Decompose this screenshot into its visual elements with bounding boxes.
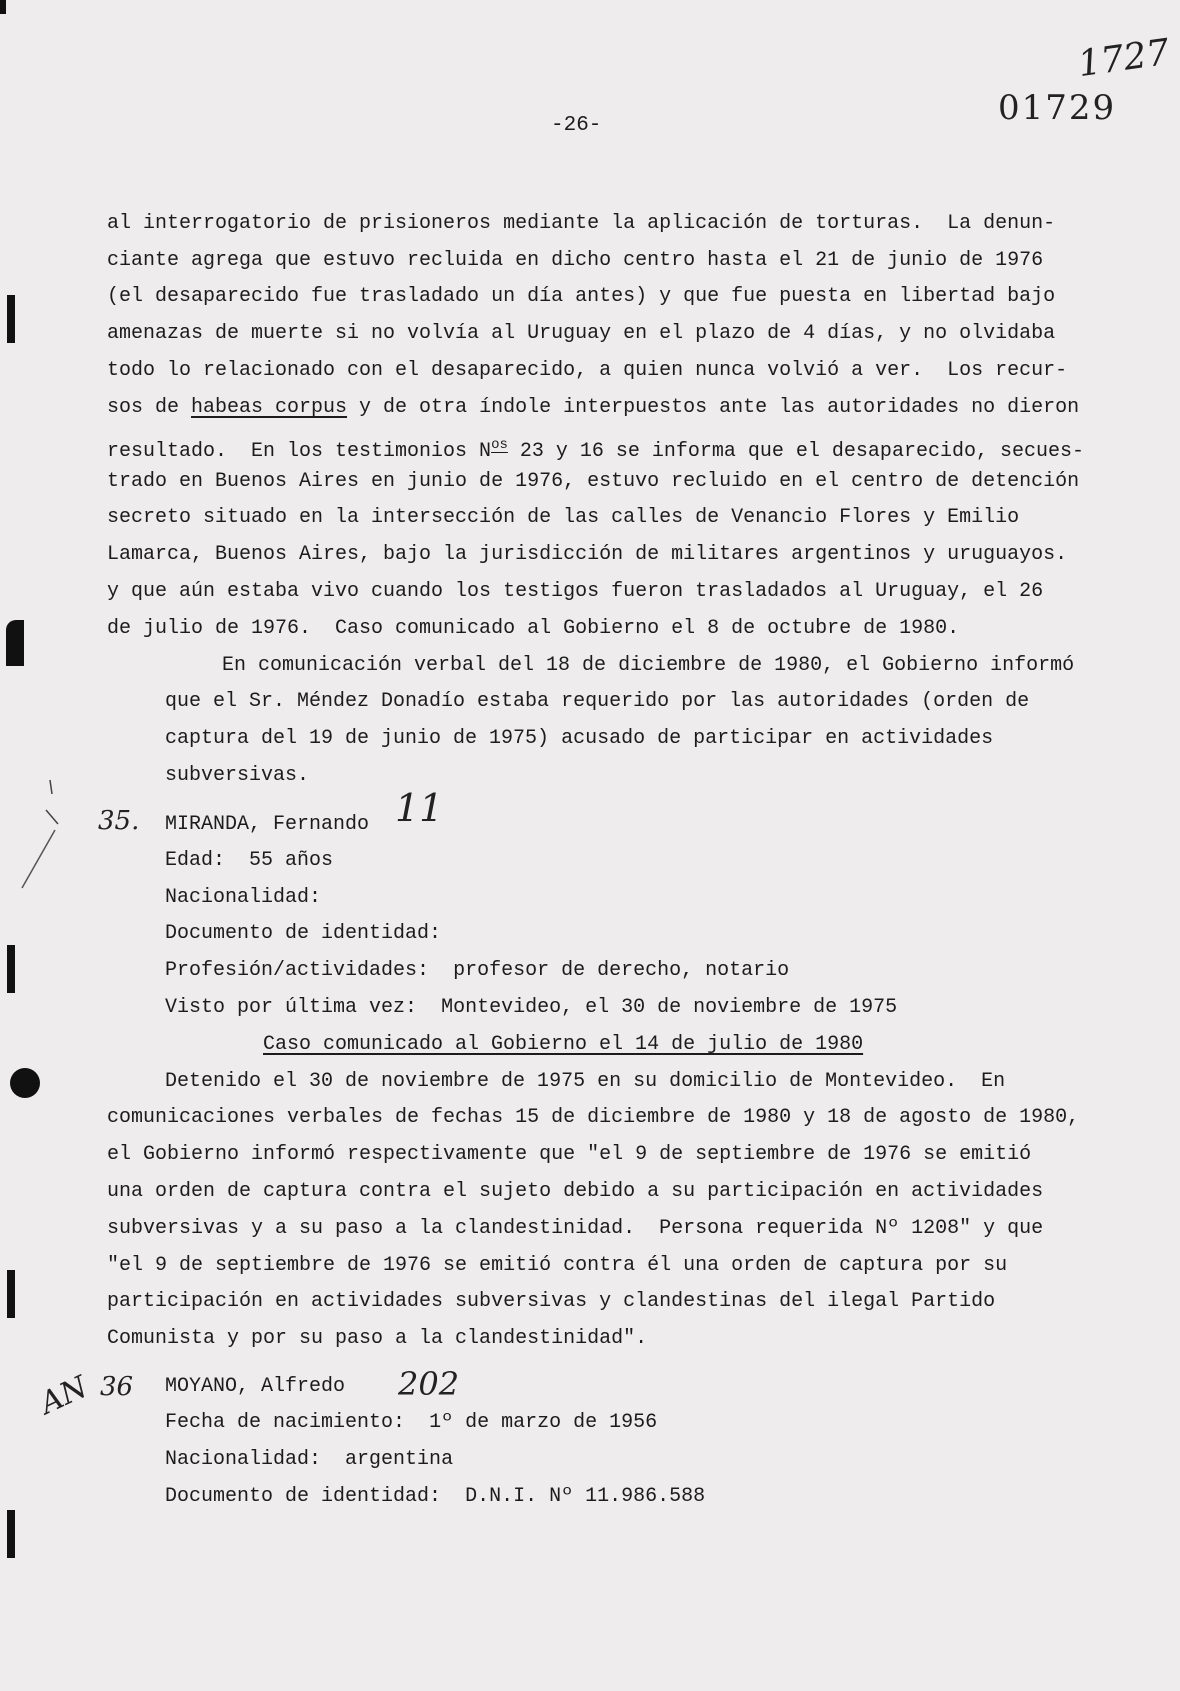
text-line: que el Sr. Méndez Donadío estaba requerido por las autoridades (orden de: [165, 690, 1030, 713]
text-line: y que aún estaba vivo cuando los testigos fueron trasladados al Uruguay, el 26: [107, 580, 1044, 603]
text-line: "el 9 de septiembre de 1976 se emitió contra él una orden de captura por su: [107, 1254, 1008, 1277]
case-name: MIRANDA, Fernando: [165, 813, 370, 836]
field-value: 1º de marzo de 1956: [429, 1411, 658, 1434]
underlined-term: habeas corpus: [191, 396, 348, 419]
text-line: al interrogatorio de prisioneros mediante la aplicación de torturas. La denun-: [107, 212, 1056, 235]
field-value: 55 años: [249, 849, 334, 872]
field-label: Profesión/actividades:: [165, 959, 430, 982]
text-line: Lamarca, Buenos Aires, bajo la jurisdicción de militares argentinos y uruguayos.: [107, 543, 1068, 566]
field-value: Montevideo, el 30 de noviembre de 1975: [441, 996, 898, 1019]
text-fragment: y de otra índole interpuestos ante las autoridades no dieron: [347, 396, 1080, 419]
field-value: D.N.I. Nº 11.986.588: [465, 1485, 706, 1508]
text-fragment: sos de: [107, 396, 192, 419]
field-label: Nacionalidad:: [165, 886, 322, 909]
margin-pencil-marks: [0, 770, 60, 890]
case-number: 36: [100, 1372, 134, 1402]
field-value: profesor de derecho, notario: [453, 959, 790, 982]
text-line: de julio de 1976. Caso comunicado al Gobierno el 8 de octubre de 1980.: [107, 617, 960, 640]
text-line: participación en actividades subversivas y clandestinas del ilegal Partido: [107, 1290, 996, 1313]
field-label: Documento de identidad:: [165, 922, 442, 945]
text-line: Detenido el 30 de noviembre de 1975 en su domicilio de Montevideo. En: [165, 1070, 1006, 1093]
case-name: MOYANO, Alfredo: [165, 1375, 346, 1398]
field-value: argentina: [345, 1448, 454, 1471]
text-line: comunicaciones verbales de fechas 15 de diciembre de 1980 y 18 de agosto de 1980,: [107, 1106, 1080, 1129]
field-row: [165, 922, 441, 946]
field-label: Edad:: [165, 849, 226, 872]
field-row: [165, 1485, 705, 1509]
binder-mark: [6, 620, 24, 666]
binder-mark: [7, 1270, 15, 1318]
binder-mark: [7, 945, 15, 993]
page-number: -26-: [551, 114, 602, 137]
text-line: En comunicación verbal del 18 de diciembre de 1980, el Gobierno informó: [222, 654, 1075, 677]
text-fragment: resultado. En los testimonios N: [107, 440, 492, 463]
field-label: Visto por última vez:: [165, 996, 418, 1019]
field-row: [165, 1448, 453, 1472]
field-row: [165, 1411, 657, 1435]
field-row: [165, 886, 321, 910]
text-line: todo lo relacionado con el desaparecido, a quien nunca volvió a ver. Los recur-: [107, 359, 1068, 382]
text-line: (el desaparecido fue trasladado un día antes) y que fue puesta en libertad bajo: [107, 285, 1056, 308]
binder-mark: [0, 0, 6, 14]
handwritten-note: 202: [398, 1365, 460, 1403]
case-number: 35.: [98, 806, 140, 836]
field-label: Fecha de nacimiento:: [165, 1411, 406, 1434]
case-communicated-text: Caso comunicado al Gobierno el 14 de julio de 1980: [263, 1033, 864, 1056]
binder-mark: [10, 1068, 40, 1098]
field-row: [165, 959, 789, 983]
binder-mark: [7, 295, 15, 343]
stamp-number: 01729: [998, 88, 1117, 128]
text-line: secreto situado en la intersección de las calles de Venancio Flores y Emilio: [107, 506, 1020, 529]
text-line: ciante agrega que estuvo recluida en dicho centro hasta el 21 de junio de 1976: [107, 249, 1044, 272]
text-line: una orden de captura contra el sujeto debido a su participación en actividades: [107, 1180, 1044, 1203]
text-fragment: 23 y 16 se informa que el desaparecido, secues-: [507, 440, 1084, 463]
handwritten-folio: 1727: [1075, 31, 1173, 86]
text-line: [107, 396, 1079, 420]
text-line: Comunista y por su paso a la clandestinidad".: [107, 1327, 648, 1350]
case-communicated: [263, 1033, 863, 1057]
superscript-os: os: [491, 437, 508, 453]
field-row: [165, 996, 897, 1020]
binder-mark: [7, 1510, 15, 1558]
field-label: Documento de identidad:: [165, 1485, 442, 1508]
handwritten-note: 11: [395, 786, 444, 830]
text-line: subversivas y a su paso a la clandestinidad. Persona requerida Nº 1208" y que: [107, 1217, 1044, 1240]
text-line: captura del 19 de junio de 1975) acusado de participar en actividades: [165, 727, 994, 750]
field-row: [165, 849, 333, 873]
text-line: trado en Buenos Aires en junio de 1976, estuvo recluido en el centro de detención: [107, 470, 1080, 493]
text-line: el Gobierno informó respectivamente que "el 9 de septiembre de 1976 se emitió: [107, 1143, 1032, 1166]
text-line: [107, 433, 1084, 464]
field-label: Nacionalidad:: [165, 1448, 322, 1471]
text-line: amenazas de muerte si no volvía al Uruguay en el plazo de 4 días, y no olvidaba: [107, 322, 1056, 345]
margin-note: AN: [34, 1369, 94, 1422]
text-line: subversivas.: [165, 764, 310, 787]
